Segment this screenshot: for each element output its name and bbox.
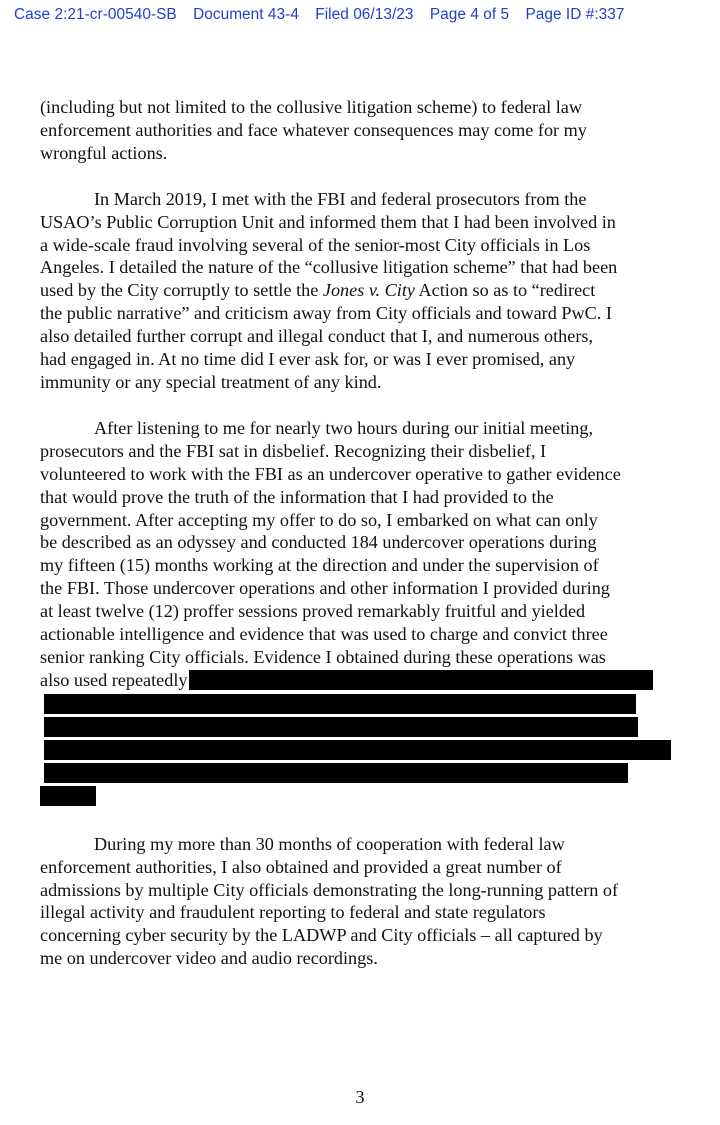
- text-line: illegal activity and fraudulent reporting to federal and state regulators: [40, 902, 546, 923]
- document-number: Document 43-4: [193, 6, 299, 23]
- text-line: a wide-scale fraud involving several of the senior-most City officials in Los: [40, 234, 591, 255]
- text-segment: Action so as to “redirect: [414, 280, 596, 301]
- text-line: enforcement authorities and face whatever consequences may come for my: [40, 119, 587, 140]
- text-line: In March 2019, I met with the FBI and federal prosecutors from the: [94, 188, 587, 209]
- text-line: [40, 279, 690, 302]
- text-line: the FBI. Those undercover operations and other information I provided during: [40, 578, 610, 599]
- page-number: 3: [355, 1087, 365, 1107]
- text-line: my fifteen (15) months working at the direction and under the supervision of: [40, 555, 599, 576]
- text-line: also detailed further corrupt and illegal conduct that I, and numerous others,: [40, 326, 594, 347]
- redaction-bar: [189, 670, 653, 690]
- text-line: that would prove the truth of the information that I had provided to the: [40, 486, 554, 507]
- text-segment: used by the City corruptly to settle the: [40, 280, 323, 301]
- text-line: After listening to me for nearly two hours during our initial meeting,: [94, 417, 594, 438]
- document-body: [40, 96, 690, 970]
- redacted-section: [40, 692, 690, 810]
- filed-date: Filed 06/13/23: [315, 6, 414, 23]
- text-line: at least twelve (12) proffer sessions proved remarkably fruitful and yielded: [40, 601, 586, 622]
- text-line: admissions by multiple City officials demonstrating the long-running pattern of: [40, 879, 619, 900]
- text-segment: also used repeatedly: [40, 669, 188, 690]
- paragraph-2: [40, 188, 690, 394]
- paragraph-4: [40, 833, 690, 970]
- redaction-bar: [44, 763, 628, 783]
- text-line: senior ranking City officials. Evidence I obtained during these operations was: [40, 646, 606, 667]
- redaction-bar: [40, 786, 96, 806]
- text-line: (including but not limited to the collusive litigation scheme) to federal law: [40, 97, 582, 117]
- text-line: government. After accepting my offer to do so, I embarked on what can only: [40, 509, 598, 530]
- text-line: the public narrative” and criticism away from City officials and toward PwC. I: [40, 303, 612, 324]
- case-header: [14, 6, 714, 24]
- page-id: Page ID #:337: [525, 6, 625, 23]
- text-line: prosecutors and the FBI sat in disbelief. Recognizing their disbelief, I: [40, 440, 547, 461]
- text-line: USAO’s Public Corruption Unit and informed them that I had been involved in: [40, 211, 616, 232]
- text-line: Angeles. I detailed the nature of the “collusive litigation scheme” that had been: [40, 257, 618, 278]
- text-line: During my more than 30 months of cooperation with federal law: [94, 833, 565, 854]
- text-line: [40, 669, 690, 692]
- text-line: immunity or any special treatment of any kind.: [40, 371, 382, 392]
- case-citation: Jones v. City: [322, 280, 415, 301]
- text-line: volunteered to work with the FBI as an undercover operative to gather evidence: [40, 463, 621, 484]
- page-of-pages: Page 4 of 5: [429, 6, 510, 23]
- redaction-bar: [44, 717, 638, 737]
- redaction-bar: [44, 694, 636, 714]
- case-number: Case 2:21-cr-00540-SB: [14, 6, 177, 23]
- text-line: enforcement authorities, I also obtained and provided a great number of: [40, 856, 562, 877]
- text-line: be described as an odyssey and conducted 184 undercover operations during: [40, 532, 597, 553]
- text-line: actionable intelligence and evidence that was used to charge and convict three: [40, 624, 608, 645]
- paragraph-1: [40, 96, 690, 165]
- text-line: me on undercover video and audio recordings.: [40, 948, 378, 969]
- text-line: concerning cyber security by the LADWP and City officials – all captured by: [40, 925, 603, 946]
- redaction-bar: [44, 740, 671, 760]
- text-line: wrongful actions.: [40, 142, 168, 163]
- paragraph-3: [40, 417, 690, 692]
- text-line: had engaged in. At no time did I ever ask for, or was I ever promised, any: [40, 349, 576, 370]
